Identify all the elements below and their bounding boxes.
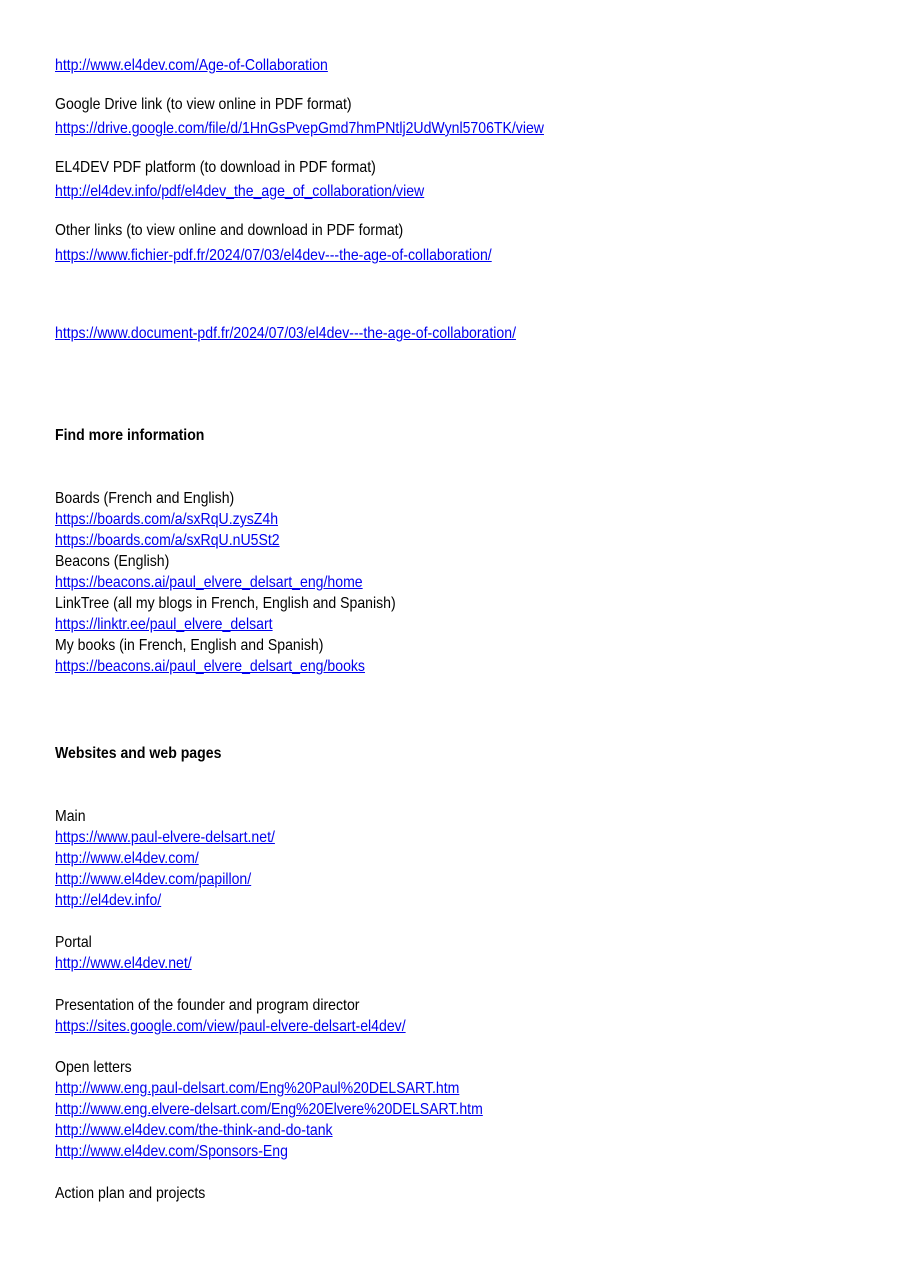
open-letter-link-4[interactable]: http://www.el4dev.com/Sponsors-Eng bbox=[55, 1143, 288, 1160]
fichier-pdf-link[interactable]: https://www.fichier-pdf.fr/2024/07/03/el4dev---the-age-of-collaboration/ bbox=[55, 247, 492, 264]
books-link[interactable]: https://beacons.ai/paul_elvere_delsart_eng/books bbox=[55, 658, 365, 675]
other-links-label: Other links (to view online and download in PDF format) bbox=[55, 222, 404, 239]
open-letters-label: Open letters bbox=[55, 1059, 132, 1076]
founder-link[interactable]: https://sites.google.com/view/paul-elvere-delsart-el4dev/ bbox=[55, 1018, 406, 1035]
boards-link-1[interactable]: https://boards.com/a/sxRqU.zysZ4h bbox=[55, 511, 279, 528]
beacons-label: Beacons (English) bbox=[55, 553, 170, 570]
google-drive-label: Google Drive link (to view online in PDF format) bbox=[55, 96, 352, 113]
websites-heading: Websites and web pages bbox=[55, 745, 222, 762]
open-letter-link-1[interactable]: http://www.eng.paul-delsart.com/Eng%20Paul%20DELSART.htm bbox=[55, 1080, 460, 1097]
linktree-link[interactable]: https://linktr.ee/paul_elvere_delsart bbox=[55, 616, 273, 633]
google-drive-link[interactable]: https://drive.google.com/file/d/1HnGsPvepGmd7hmPNtlj2UdWynl5706TK/view bbox=[55, 120, 544, 137]
find-more-heading: Find more information bbox=[55, 427, 205, 444]
linktree-label: LinkTree (all my blogs in French, English and Spanish) bbox=[55, 595, 396, 612]
portal-label: Portal bbox=[55, 934, 92, 951]
boards-label: Boards (French and English) bbox=[55, 490, 235, 507]
founder-label: Presentation of the founder and program director bbox=[55, 997, 360, 1014]
open-letter-link-2[interactable]: http://www.eng.elvere-delsart.com/Eng%20Elvere%20DELSART.htm bbox=[55, 1101, 483, 1118]
el4dev-pdf-label: EL4DEV PDF platform (to download in PDF format) bbox=[55, 159, 376, 176]
el4dev-pdf-link[interactable]: http://el4dev.info/pdf/el4dev_the_age_of_collaboration/view bbox=[55, 183, 425, 200]
portal-link[interactable]: http://www.el4dev.net/ bbox=[55, 955, 192, 972]
open-letter-link-3[interactable]: http://www.el4dev.com/the-think-and-do-tank bbox=[55, 1122, 333, 1139]
age-of-collaboration-link[interactable]: http://www.el4dev.com/Age-of-Collaboration bbox=[55, 57, 328, 74]
main-link-3[interactable]: http://www.el4dev.com/papillon/ bbox=[55, 871, 252, 888]
main-link-2[interactable]: http://www.el4dev.com/ bbox=[55, 850, 199, 867]
main-link-1[interactable]: https://www.paul-elvere-delsart.net/ bbox=[55, 829, 275, 846]
books-label: My books (in French, English and Spanish) bbox=[55, 637, 324, 654]
document-pdf-link[interactable]: https://www.document-pdf.fr/2024/07/03/el4dev---the-age-of-collaboration/ bbox=[55, 325, 516, 342]
boards-link-2[interactable]: https://boards.com/a/sxRqU.nU5St2 bbox=[55, 532, 280, 549]
main-label: Main bbox=[55, 808, 86, 825]
main-link-4[interactable]: http://el4dev.info/ bbox=[55, 892, 162, 909]
action-plan-label: Action plan and projects bbox=[55, 1185, 206, 1202]
beacons-home-link[interactable]: https://beacons.ai/paul_elvere_delsart_eng/home bbox=[55, 574, 363, 591]
